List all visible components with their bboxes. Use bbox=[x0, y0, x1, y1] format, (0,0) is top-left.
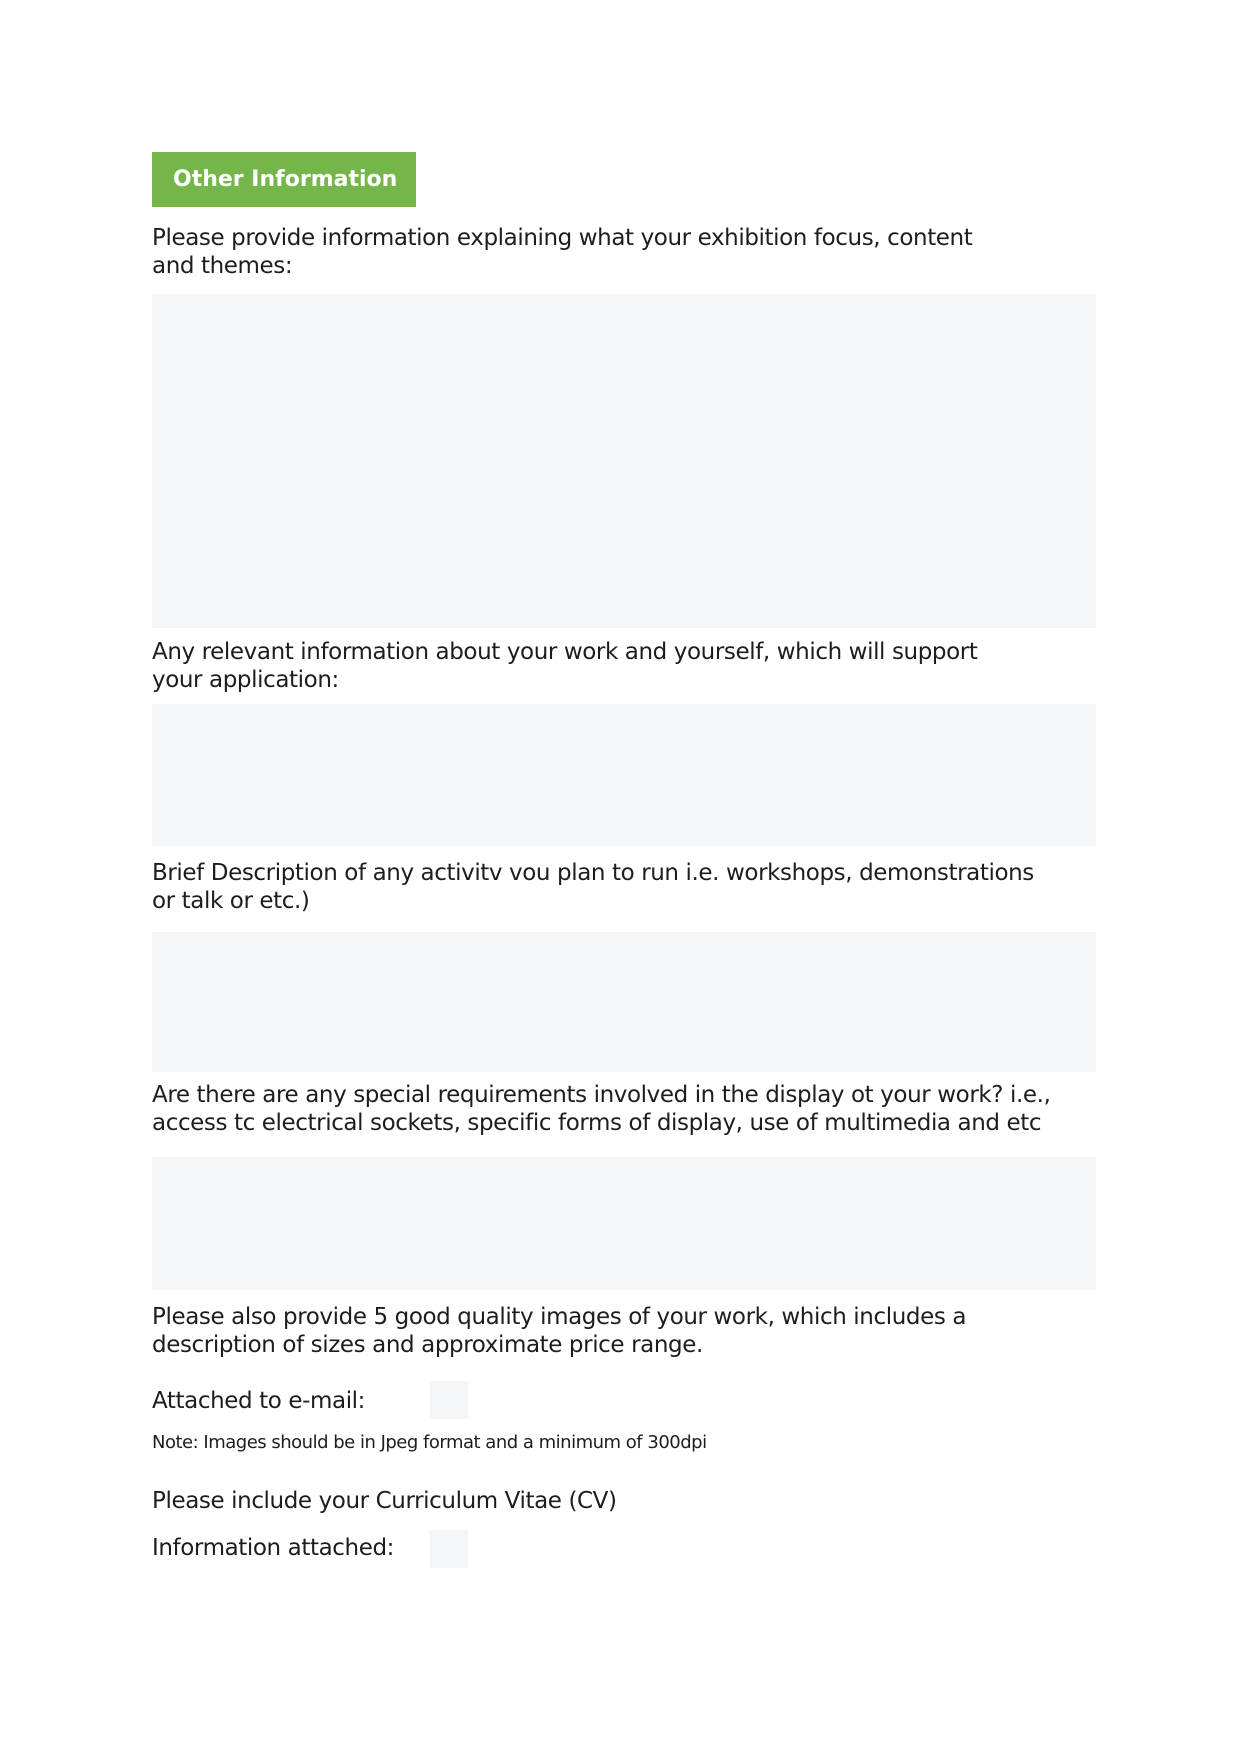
question-line: Brief Description of any activitv vou plan to run i.e. workshops, demonstrations bbox=[152, 860, 1034, 886]
image-format-note: Note: Images should be in Jpeg format and a minimum of 300dpi bbox=[152, 1432, 707, 1453]
attached-to-email-checkbox[interactable] bbox=[430, 1381, 468, 1419]
question-line: your application: bbox=[152, 667, 339, 693]
question-special-requirements-label bbox=[152, 1081, 1102, 1137]
special-requirements-field[interactable] bbox=[152, 1157, 1096, 1290]
images-instruction bbox=[152, 1303, 1102, 1359]
attached-to-email-label: Attached to e-mail: bbox=[152, 1388, 366, 1414]
question-line: description of sizes and approximate price range. bbox=[152, 1332, 703, 1358]
cv-instruction: Please include your Curriculum Vitae (CV) bbox=[152, 1488, 617, 1514]
question-line: Please provide information explaining what your exhibition focus, content bbox=[152, 225, 973, 251]
question-relevant-info-label bbox=[152, 638, 1102, 694]
question-line: Any relevant information about your work and yourself, which will support bbox=[152, 639, 978, 665]
question-line: Are there are any special requirements involved in the display ot your work? i.e., bbox=[152, 1082, 1051, 1108]
relevant-info-field[interactable] bbox=[152, 704, 1096, 846]
question-exhibition-focus-label bbox=[152, 224, 1102, 280]
question-activity-description-label bbox=[152, 859, 1102, 915]
question-line: and themes: bbox=[152, 253, 293, 279]
activity-description-field[interactable] bbox=[152, 932, 1096, 1072]
exhibition-focus-field[interactable] bbox=[152, 294, 1096, 628]
question-line: access tc electrical sockets, specific forms of display, use of multimedia and etc bbox=[152, 1110, 1042, 1136]
section-header-other-information: Other Information bbox=[152, 152, 416, 207]
information-attached-checkbox[interactable] bbox=[430, 1530, 468, 1568]
information-attached-label: Information attached: bbox=[152, 1535, 394, 1561]
question-line: or talk or etc.) bbox=[152, 888, 310, 914]
question-line: Please also provide 5 good quality images of your work, which includes a bbox=[152, 1304, 967, 1330]
